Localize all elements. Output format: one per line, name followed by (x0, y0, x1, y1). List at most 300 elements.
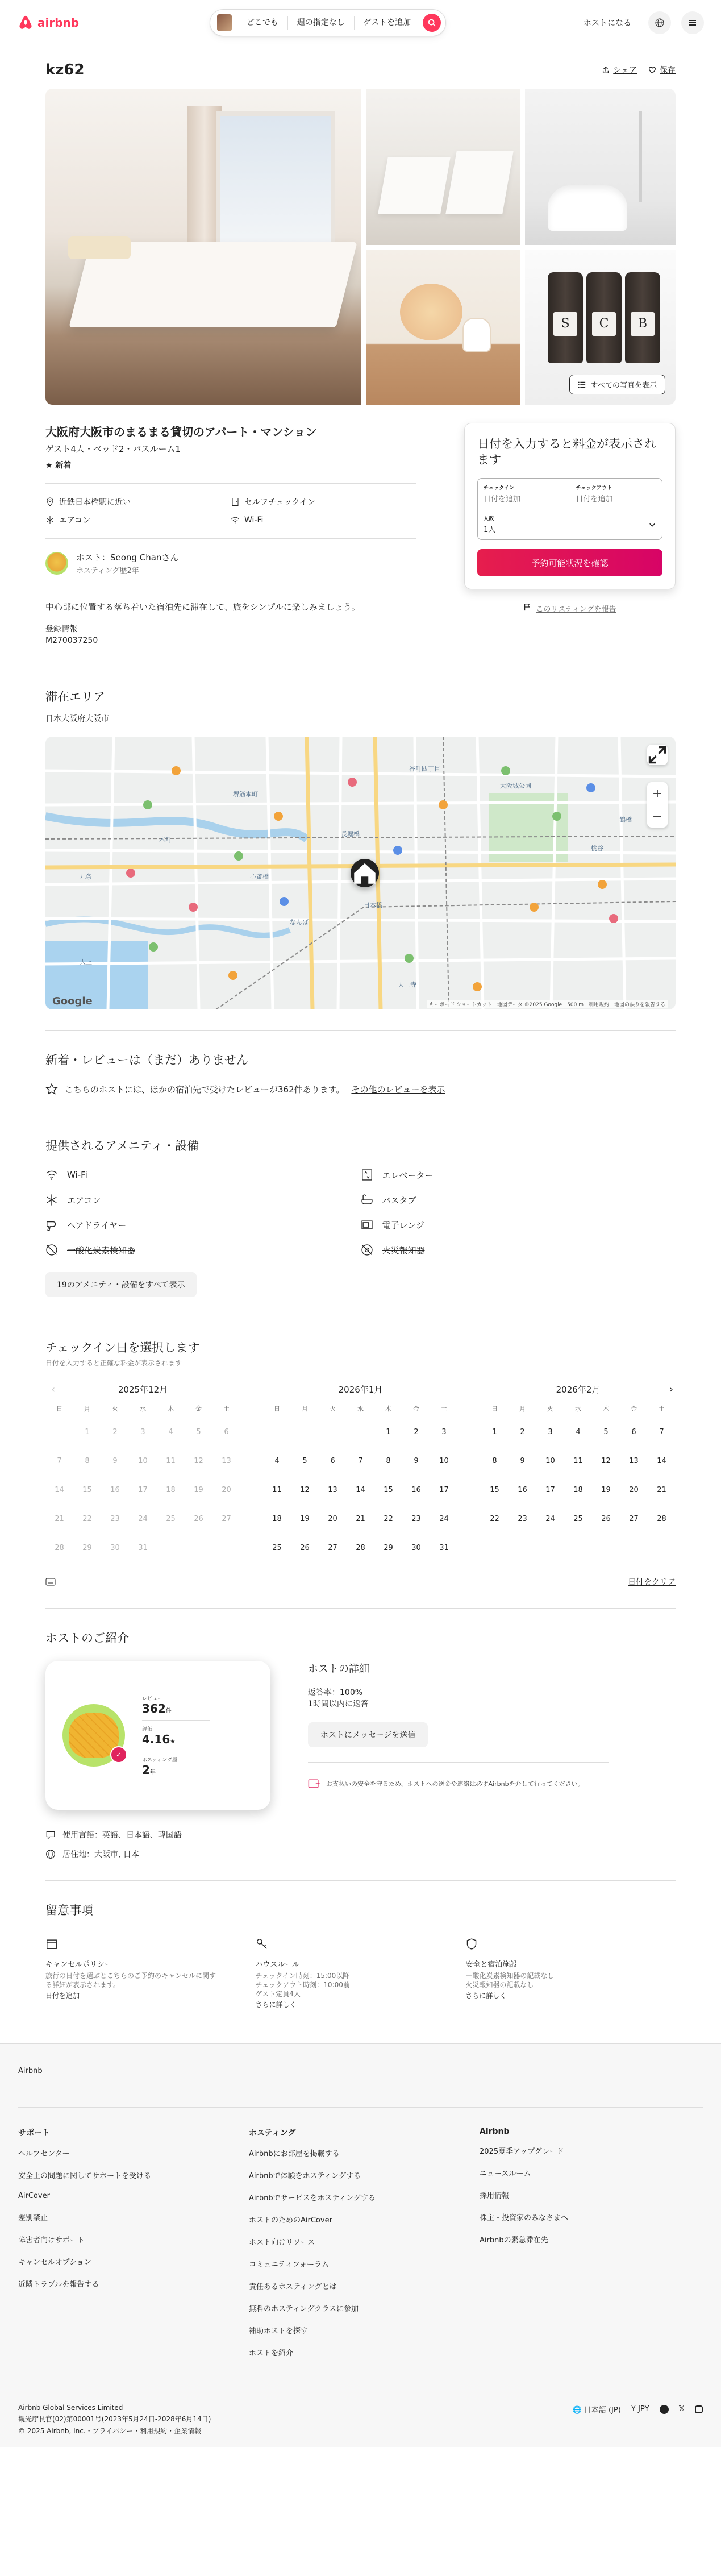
footer-link[interactable]: ホスト向けリソース (249, 2238, 315, 2247)
calendar-day: 7 (57, 1457, 62, 1465)
map[interactable] (45, 737, 676, 1009)
footer-link[interactable]: ニュースルーム (480, 2170, 531, 2178)
home-icon (351, 737, 379, 1009)
calendar-day[interactable]: 14 (657, 1457, 666, 1465)
calendar-day[interactable]: 9 (414, 1457, 419, 1465)
report-label: このリスティングを報告 (536, 605, 616, 614)
calendar-day[interactable]: 17 (439, 1486, 449, 1494)
area-title: 滞在エリア (45, 690, 105, 704)
map-label: 大正 (80, 958, 92, 966)
company-name: Airbnb Global Services Limited (18, 2404, 123, 2412)
booking-heading: 日付を入力すると料金が表示されます (477, 437, 656, 467)
calendar-day: 23 (110, 1515, 120, 1523)
amenity-label: ヘアドライヤー (67, 1220, 127, 1231)
clear-dates-button[interactable]: 日付をクリア (628, 1578, 676, 1587)
calendar-day[interactable]: 5 (302, 1457, 307, 1465)
note-title: キャンセルポリシー (45, 1960, 112, 1969)
calendar-day[interactable]: 16 (411, 1486, 421, 1494)
registration-label: 登録情報 (45, 625, 77, 634)
wifi-icon (231, 516, 240, 525)
calendar-day[interactable]: 24 (545, 1515, 555, 1523)
footer-link[interactable]: ホストを紹介 (249, 2349, 294, 2358)
weekday-label: 火 (330, 1405, 336, 1412)
footer-column (249, 2127, 480, 2369)
feature-item (231, 496, 416, 508)
map-label: 堺筋本町 (233, 791, 258, 798)
bottle-label: S (553, 312, 577, 336)
footer-link[interactable]: 2025夏季アップグレード (480, 2147, 564, 2156)
microwave-icon (361, 1219, 373, 1231)
heart-icon (648, 66, 656, 74)
weekday-label: 水 (357, 1405, 364, 1412)
checkout-label: チェックアウト (576, 485, 612, 491)
bottle-label: B (631, 312, 655, 336)
calendar-day[interactable]: 10 (439, 1457, 449, 1465)
calendar-month (45, 1383, 240, 1563)
map-label: 日本橋 (364, 901, 382, 909)
footer-link[interactable]: Airbnbで体験をホスティングする (249, 2172, 361, 2180)
response-rate: 返答率：100% (308, 1688, 363, 1697)
weekday-label: 火 (547, 1405, 553, 1412)
stat-value: 362 (142, 1701, 166, 1715)
host-details-title: ホストの詳細 (308, 1663, 369, 1675)
amenity-label: 電子レンジ (382, 1220, 424, 1231)
map-label: 心斎橋 (250, 873, 269, 880)
globe-icon (655, 18, 664, 27)
shield-warning-icon (308, 1777, 320, 1790)
amenity-item (361, 1194, 676, 1206)
show-all-photos-label: すべての写真を表示 (590, 381, 657, 390)
calendar-day[interactable]: 6 (631, 1428, 636, 1436)
guests-select[interactable] (478, 509, 662, 539)
note-text: 旅行の日付を選ぶとこちらのご予約のキャンセルに関する詳細が表示されます。 (45, 1972, 216, 1989)
amenity-item (361, 1219, 676, 1231)
weekday-label: 木 (385, 1405, 391, 1412)
map-label: 九条 (80, 873, 92, 880)
calendar-day: 12 (194, 1457, 203, 1465)
weekday-label: 木 (168, 1405, 174, 1412)
license-text: 観光庁長官(02)第00001号(2023年5月24日-2028年6月14日) (18, 2415, 211, 2423)
language-selector[interactable] (573, 2404, 621, 2415)
footer-link[interactable]: 責任あるホスティングとは (249, 2283, 337, 2291)
show-all-amenities-button[interactable]: 19のアメニティ・設備をすべて表示 (45, 1272, 197, 1297)
residence-text: 居住地：大阪市, 日本 (62, 1850, 139, 1859)
weekday-label: 月 (84, 1405, 90, 1412)
airbnb-logo[interactable] (17, 14, 79, 32)
amenity-label: バスタブ (382, 1195, 416, 1206)
grid-icon (578, 381, 586, 389)
footer-link[interactable]: 補助ホストを探す (249, 2327, 309, 2336)
map-label: なんば (290, 919, 309, 926)
feature-label: Wi-Fi (244, 516, 264, 525)
footer-column-title: サポート (18, 2129, 50, 2138)
listing-location-marker[interactable] (351, 859, 379, 887)
x-icon[interactable]: 𝕏 (678, 2405, 685, 2413)
feature-item (45, 496, 231, 508)
search-icon (428, 19, 436, 27)
calendar-day: 25 (166, 1515, 176, 1523)
calendar-day[interactable]: 8 (386, 1457, 391, 1465)
feature-item (45, 514, 231, 526)
calendar-day: 31 (138, 1544, 148, 1552)
map-label: 桃谷 (591, 845, 603, 852)
superhost-badge-icon: ✓ (110, 1746, 127, 1763)
photo-bathroom[interactable] (525, 89, 676, 245)
calendar-day[interactable]: 27 (629, 1515, 639, 1523)
amenity-item-unavailable (361, 1244, 676, 1256)
area-location: 日本大阪府大阪市 (45, 714, 109, 724)
calendar-day: 15 (82, 1486, 92, 1494)
calendar-day[interactable]: 16 (518, 1486, 527, 1494)
listing-summary: ゲスト4人・ベッド2・バスルーム1 (45, 444, 181, 454)
search-where[interactable]: どこでも (237, 16, 288, 30)
search-button[interactable] (423, 14, 441, 32)
currency-selector[interactable]: ¥ JPY (631, 2405, 649, 2413)
calendar-day[interactable]: 2 (520, 1428, 525, 1436)
photo-decor[interactable] (366, 250, 520, 405)
checkin-label: チェックイン (484, 485, 515, 491)
calendar-day[interactable]: 20 (629, 1486, 639, 1494)
listing-features (45, 496, 416, 526)
calendar-day[interactable]: 18 (573, 1486, 583, 1494)
calendar-day: 8 (85, 1457, 90, 1465)
host-summary[interactable] (45, 551, 416, 575)
calendar-day: 26 (194, 1515, 203, 1523)
calendar-day[interactable]: 27 (328, 1544, 337, 1552)
note-safety (465, 1938, 676, 2009)
search-bar[interactable] (210, 9, 446, 36)
weekday-label: 火 (112, 1405, 118, 1412)
calendar-day[interactable]: 22 (490, 1515, 499, 1523)
calendar-day: 14 (55, 1486, 64, 1494)
calendar-month (263, 1383, 458, 1563)
checkout-field[interactable] (570, 479, 662, 509)
amenity-label: Wi-Fi (67, 1170, 87, 1180)
feature-label: エアコン (59, 516, 91, 525)
map-label: 天王寺 (398, 981, 416, 988)
globe-icon (45, 1849, 56, 1859)
language-button[interactable] (648, 11, 671, 34)
calendar-day[interactable]: 26 (601, 1515, 611, 1523)
weekday-label: 日 (56, 1405, 62, 1412)
footer-link[interactable]: 無料のホスティングクラスに参加 (249, 2305, 359, 2313)
map-label: 谷町四丁目 (409, 765, 440, 772)
notes-title: 留意事項 (45, 1904, 93, 1917)
calendar-day[interactable]: 12 (300, 1486, 310, 1494)
weekday-label: 月 (519, 1405, 526, 1412)
photo-beds[interactable] (366, 89, 520, 245)
checkin-field[interactable] (478, 479, 570, 509)
footer-link[interactable]: 近隣トラブルを報告する (18, 2280, 99, 2289)
footer-link[interactable]: Airbnbでサービスをホスティングする (249, 2194, 376, 2203)
footer-column (480, 2127, 703, 2369)
host-name: ホスト：Seong Chanさん (76, 552, 179, 563)
calendar-day: 24 (138, 1515, 148, 1523)
calendar-day[interactable]: 21 (657, 1486, 666, 1494)
calendar-day[interactable]: 3 (441, 1428, 447, 1436)
hairdryer-icon (45, 1219, 58, 1231)
photo-gallery (45, 89, 676, 405)
calendar-day[interactable]: 23 (518, 1515, 527, 1523)
weekday-label: 水 (575, 1405, 581, 1412)
calendar-day: 30 (110, 1544, 120, 1552)
calendar-day: 5 (196, 1428, 201, 1436)
calendar-day[interactable]: 7 (358, 1457, 363, 1465)
other-reviews-link[interactable]: その他のレビューを表示 (351, 1084, 445, 1095)
calendar-day: 11 (166, 1457, 176, 1465)
host-section-title: ホストのご紹介 (45, 1631, 129, 1645)
calendar-day[interactable]: 31 (439, 1544, 449, 1552)
calendar-day[interactable]: 19 (300, 1515, 310, 1523)
prev-month-button[interactable]: ‹ (51, 1383, 56, 1395)
month-name: 2026年2月 (556, 1385, 601, 1395)
weekday-label: 木 (603, 1405, 609, 1412)
payment-warning: お支払いの安全を守るため、ホストへの送金や連絡は必ずAirbnbを介して行ってください。 (326, 1780, 584, 1788)
calendar-day[interactable]: 4 (274, 1457, 280, 1465)
footer-column-title: Airbnb (480, 2127, 510, 2136)
calendar-icon (45, 1938, 58, 1950)
calendar-day[interactable]: 11 (573, 1457, 583, 1465)
stat-label: レビュー (142, 1696, 163, 1702)
flag-icon (523, 603, 531, 611)
calendar-day[interactable]: 29 (384, 1544, 393, 1552)
calendar-day[interactable]: 25 (573, 1515, 583, 1523)
calendar-day: 4 (168, 1428, 173, 1436)
become-host-link[interactable]: ホストになる (583, 18, 631, 28)
calendar-day: 22 (82, 1515, 92, 1523)
report-listing-link[interactable] (464, 603, 676, 614)
calendar-day[interactable]: 17 (545, 1486, 555, 1494)
note-link[interactable]: さらに詳しく (465, 1992, 507, 2000)
calendar-day[interactable]: 11 (272, 1486, 282, 1494)
note-house-rules (256, 1938, 466, 2009)
zoom-out-button[interactable]: − (652, 809, 663, 824)
calendar-day: 16 (110, 1486, 120, 1494)
photo-bedroom[interactable] (45, 89, 361, 405)
calendar-day[interactable]: 15 (384, 1486, 393, 1494)
footer-column (18, 2127, 249, 2369)
calendar-day[interactable]: 6 (330, 1457, 335, 1465)
month-name: 2025年12月 (118, 1385, 168, 1395)
amenity-label: エレベーター (382, 1170, 434, 1181)
footer-link[interactable]: ホストのためのAirCover (249, 2216, 332, 2225)
snowflake-icon (45, 1194, 58, 1206)
calendar-day[interactable]: 18 (272, 1515, 282, 1523)
calendar-day: 2 (112, 1428, 118, 1436)
fullscreen-button[interactable] (647, 745, 668, 765)
calendar-day[interactable]: 28 (657, 1515, 666, 1523)
weekday-label: 金 (631, 1405, 637, 1412)
calendar (45, 1383, 676, 1563)
smoke-alarm-icon (361, 1244, 373, 1256)
footer-link[interactable]: 株主・投資家のみなさまへ (480, 2214, 569, 2222)
calendar-day[interactable]: 7 (659, 1428, 664, 1436)
calendar-day[interactable]: 2 (414, 1428, 419, 1436)
response-time: 1時間以内に返答 (308, 1700, 369, 1709)
calendar-day: 17 (138, 1486, 148, 1494)
calendar-day: 1 (85, 1428, 90, 1436)
calendar-day: 27 (222, 1515, 231, 1523)
map-label: 大阪城公園 (500, 782, 531, 790)
globe-icon: 🌐 (572, 2406, 584, 2415)
note-cancellation (45, 1938, 256, 2009)
facebook-icon[interactable] (660, 2405, 669, 2414)
languages-text: 使用言語：英語、日本語、韓国語 (62, 1831, 182, 1840)
location-icon (45, 497, 55, 506)
footer-link[interactable]: 採用情報 (480, 2192, 510, 2200)
weekday-label: 土 (441, 1405, 447, 1412)
feature-label: 近鉄日本橋駅に近い (59, 498, 131, 507)
star-icon (45, 1083, 58, 1095)
footer-link[interactable]: コミュニティフォーラム (249, 2261, 329, 2269)
calendar-day[interactable]: 28 (356, 1544, 365, 1552)
date-picker[interactable] (477, 478, 662, 540)
map-label: 長堀橋 (341, 830, 360, 838)
footer-column-title: ホスティング (249, 2129, 296, 2138)
map-attribution: キーボード ショートカット 地図データ ©2025 Google 500 m 利用規約 地図の誤りを報告する (427, 1000, 668, 1008)
calendar-day: 18 (166, 1486, 176, 1494)
weekday-label: 金 (413, 1405, 419, 1412)
footer-link[interactable]: キャンセルオプション (18, 2258, 91, 2267)
host-card[interactable] (45, 1661, 270, 1810)
airbnb-logo-icon (17, 14, 34, 32)
footer (0, 2043, 721, 2447)
footer-link[interactable]: ヘルプセンター (18, 2150, 70, 2158)
note-link[interactable]: 日付を追加 (45, 1992, 80, 2000)
amenities-title: 提供されるアメニティ・設備 (45, 1139, 199, 1153)
footer-breadcrumb[interactable]: Airbnb (18, 2067, 43, 2075)
search-thumbnail (217, 14, 232, 31)
amenity-label: 一酸化炭素検知器 (67, 1245, 136, 1256)
calendar-day[interactable]: 23 (411, 1515, 421, 1523)
calendar-day: 13 (222, 1457, 231, 1465)
top-header (0, 0, 721, 45)
footer-link[interactable]: Airbnbにお部屋を掲載する (249, 2150, 340, 2158)
weekday-label: 金 (195, 1405, 202, 1412)
calendar-day: 10 (138, 1457, 148, 1465)
note-text: 一酸化炭素検知器の記載なし 火災報知器の記載なし (465, 1972, 555, 1989)
calendar-day[interactable]: 10 (545, 1457, 555, 1465)
calendar-day[interactable]: 4 (576, 1428, 581, 1436)
calendar-day[interactable]: 19 (601, 1486, 611, 1494)
instagram-icon[interactable] (695, 2405, 703, 2413)
footer-link[interactable]: 差別禁止 (18, 2214, 48, 2222)
language-label: 日本語 (JP) (584, 2406, 621, 2415)
calendar-day[interactable]: 22 (384, 1515, 393, 1523)
calendar-day[interactable]: 3 (548, 1428, 553, 1436)
keyboard-icon[interactable] (45, 1578, 56, 1586)
elevator-icon (361, 1169, 373, 1181)
stat-label: ホスティング歴 (142, 1757, 177, 1763)
weekday-label: 日 (274, 1405, 280, 1412)
note-title: ハウスルール (255, 1960, 300, 1969)
chevron-down-icon (648, 521, 656, 529)
calendar-day: 29 (82, 1544, 92, 1552)
map-label: 鶴橋 (619, 816, 632, 824)
checkin-value: 日付を追加 (484, 495, 521, 504)
footer-link[interactable]: Airbnbの緊急滞在先 (480, 2236, 548, 2245)
door-icon (231, 497, 240, 506)
copyright-links[interactable]: © 2025 Airbnb, Inc.・プライバシー・利用規約・企業情報 (18, 2427, 202, 2435)
listing-description: 中心部に位置する落ち着いた宿泊先に滞在して、旅をシンプルに楽しみましょう。 (45, 602, 360, 612)
next-month-button[interactable]: › (669, 1383, 673, 1395)
save-label: 保存 (660, 66, 676, 75)
calendar-day[interactable]: 15 (490, 1486, 499, 1494)
calendar-day[interactable]: 5 (603, 1428, 609, 1436)
logo-text: airbnb (37, 15, 80, 30)
menu-button[interactable] (681, 11, 704, 34)
footer-link[interactable]: AirCover (18, 2192, 50, 2200)
calendar-day[interactable]: 13 (629, 1457, 639, 1465)
calendar-day[interactable]: 25 (272, 1544, 282, 1552)
calendar-day: 6 (224, 1428, 229, 1436)
message-host-button[interactable]: ホストにメッセージを送信 (308, 1722, 428, 1747)
weekday-label: 水 (140, 1405, 146, 1412)
guests-value: 1人 (484, 526, 496, 534)
speech-icon (45, 1830, 56, 1840)
snowflake-icon (45, 516, 55, 525)
note-link[interactable]: さらに詳しく (255, 2001, 297, 2009)
calendar-day[interactable]: 26 (300, 1544, 310, 1552)
share-label: シェア (613, 66, 637, 75)
map-label: 本町 (159, 836, 172, 844)
show-all-photos-button[interactable] (569, 375, 665, 394)
calendar-day[interactable]: 20 (328, 1515, 337, 1523)
weekday-label: 日 (491, 1405, 498, 1412)
calendar-day[interactable]: 24 (439, 1515, 449, 1523)
stat-unit: ★ (170, 1738, 176, 1745)
calendar-day[interactable]: 21 (356, 1515, 365, 1523)
footer-link[interactable]: 障害者向けサポート (18, 2236, 85, 2245)
weekday-label: 土 (223, 1405, 230, 1412)
calendar-day: 9 (112, 1457, 118, 1465)
amenity-label: 火災報知器 (382, 1245, 425, 1256)
calendar-day[interactable]: 12 (601, 1457, 611, 1465)
amenity-item (45, 1169, 361, 1181)
calendar-day[interactable]: 13 (328, 1486, 337, 1494)
menu-icon (688, 18, 697, 27)
co-alarm-icon (45, 1244, 58, 1256)
calendar-day[interactable]: 1 (492, 1428, 497, 1436)
footer-link[interactable]: 安全上の問題に関してサポートを受ける (18, 2172, 152, 2180)
wifi-icon (45, 1169, 58, 1181)
amenity-item (45, 1194, 361, 1206)
calendar-day[interactable]: 1 (386, 1428, 391, 1436)
calendar-day[interactable]: 30 (411, 1544, 421, 1552)
calendar-day[interactable]: 14 (356, 1486, 365, 1494)
amenities-list (45, 1169, 676, 1256)
bottle-label: C (592, 312, 616, 336)
checkout-value: 日付を追加 (576, 495, 613, 504)
bathtub-icon (361, 1194, 373, 1206)
zoom-in-button[interactable]: + (652, 786, 663, 801)
host-avatar (45, 552, 68, 575)
google-logo: Google (52, 995, 93, 1007)
search-guests[interactable]: ゲストを追加 (355, 16, 420, 30)
stat-unit: 件 (165, 1707, 172, 1714)
shield-icon (465, 1938, 478, 1950)
new-badge: ★ 新着 (45, 461, 72, 470)
calendar-day[interactable]: 8 (492, 1457, 497, 1465)
check-availability-button[interactable]: 予約可能状況を確認 (477, 549, 662, 576)
note-title: 安全と宿泊施設 (465, 1960, 518, 1969)
host-avatar-large (62, 1704, 125, 1767)
share-button[interactable] (602, 64, 637, 76)
reviews-title: 新着・レビューは（まだ）ありません (45, 1053, 248, 1067)
calendar-day[interactable]: 9 (520, 1457, 525, 1465)
search-when[interactable]: 週の指定なし (288, 16, 355, 30)
save-button[interactable] (648, 64, 676, 76)
